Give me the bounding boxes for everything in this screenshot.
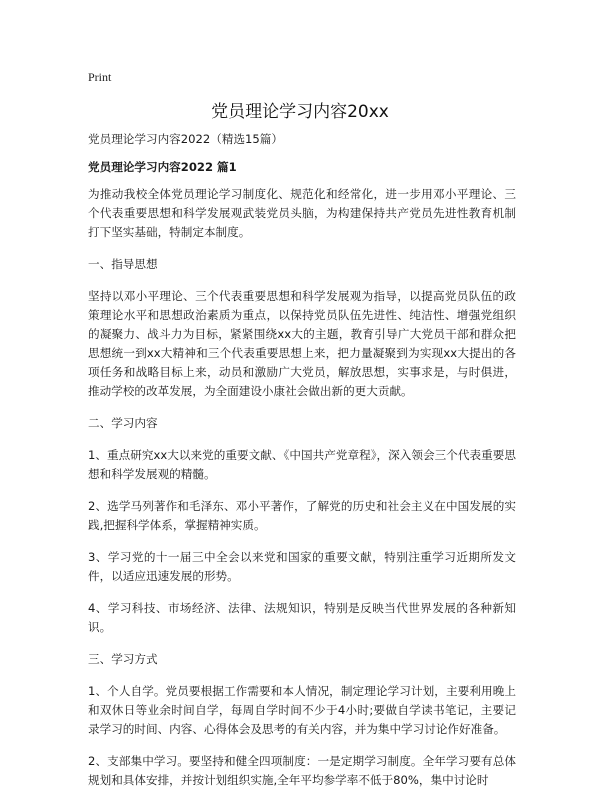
heading-guiding-principles: 一、指导思想 [88,257,158,271]
study-content-item: 2、选学马列著作和毛泽东、邓小平著作，了解党的历史和社会主义在中国发展的实践,把握科学体系，掌握精神实质。 [88,499,516,532]
heading-study-content: 二、学习内容 [88,416,158,430]
document-subtitle: 党员理论学习内容2022（精选15篇） [88,132,283,146]
guiding-principles-paragraph: 坚持以邓小平理论、三个代表重要思想和科学发展观为指导，以提高党员队伍的政策理论水平和思想政治素质为重点，以保持党员队伍先进性、纯洁性、增强党组织的凝聚力、战斗力为目标，紧紧围绕xx大的主题，教育引导广大党员干部和群众把思想统一到xx大精神和三个代表重要思想上来，把力量凝聚到为实现xx大提出的各项任务和战略目标上来，动员和激励广大党员，解放思想，实事求是，与时俱进，推动学校的改革发展，为全面建设小康社会做出新的更大贡献。 [88,289,516,398]
study-content-item: 4、学习科技、市场经济、法律、法规知识，特别是反映当代世界发展的各种新知识。 [88,601,516,634]
heading-study-methods: 三、学习方式 [88,652,158,666]
document-body [88,130,516,803]
document-title: 党员理论学习内容20xx [211,102,389,122]
intro-paragraph: 为推动我校全体党员理论学习制度化、规范化和经常化，进一步用邓小平理论、三个代表重要思想和科学发展观武装党员头脑，为构建保持共产党员先进性教育机制打下坚实基础，特制定本制度。 [88,187,516,239]
study-method-item: 2、支部集中学习。要坚持和健全四项制度：一是定期学习制度。全年学习要有总体规划和具体安排，并按计划组织实施,全年平均参学率不低于80%，集中讨论时 [88,754,516,787]
section-title: 党员理论学习内容2022 篇1 [88,160,237,174]
print-label: Print [88,70,112,84]
study-content-item: 3、学习党的十一届三中全会以来党和国家的重要文献，特别注重学习近期所发文件，以适应迅速发展的形势。 [88,550,516,583]
study-method-item: 1、个人自学。党员要根据工作需要和本人情况，制定理论学习计划，主要利用晚上和双休日等业余时间自学，每周自学时间不少于4小时;要做自学读书笔记，主要记录学习的时间、内容、心得体会及思考的有关内容，并为集中学习讨论作好准备。 [88,684,516,736]
study-content-item: 1、重点研究xx大以来党的重要文献、《中国共产党章程》，深入领会三个代表重要思想和科学发展观的精髓。 [88,448,516,481]
